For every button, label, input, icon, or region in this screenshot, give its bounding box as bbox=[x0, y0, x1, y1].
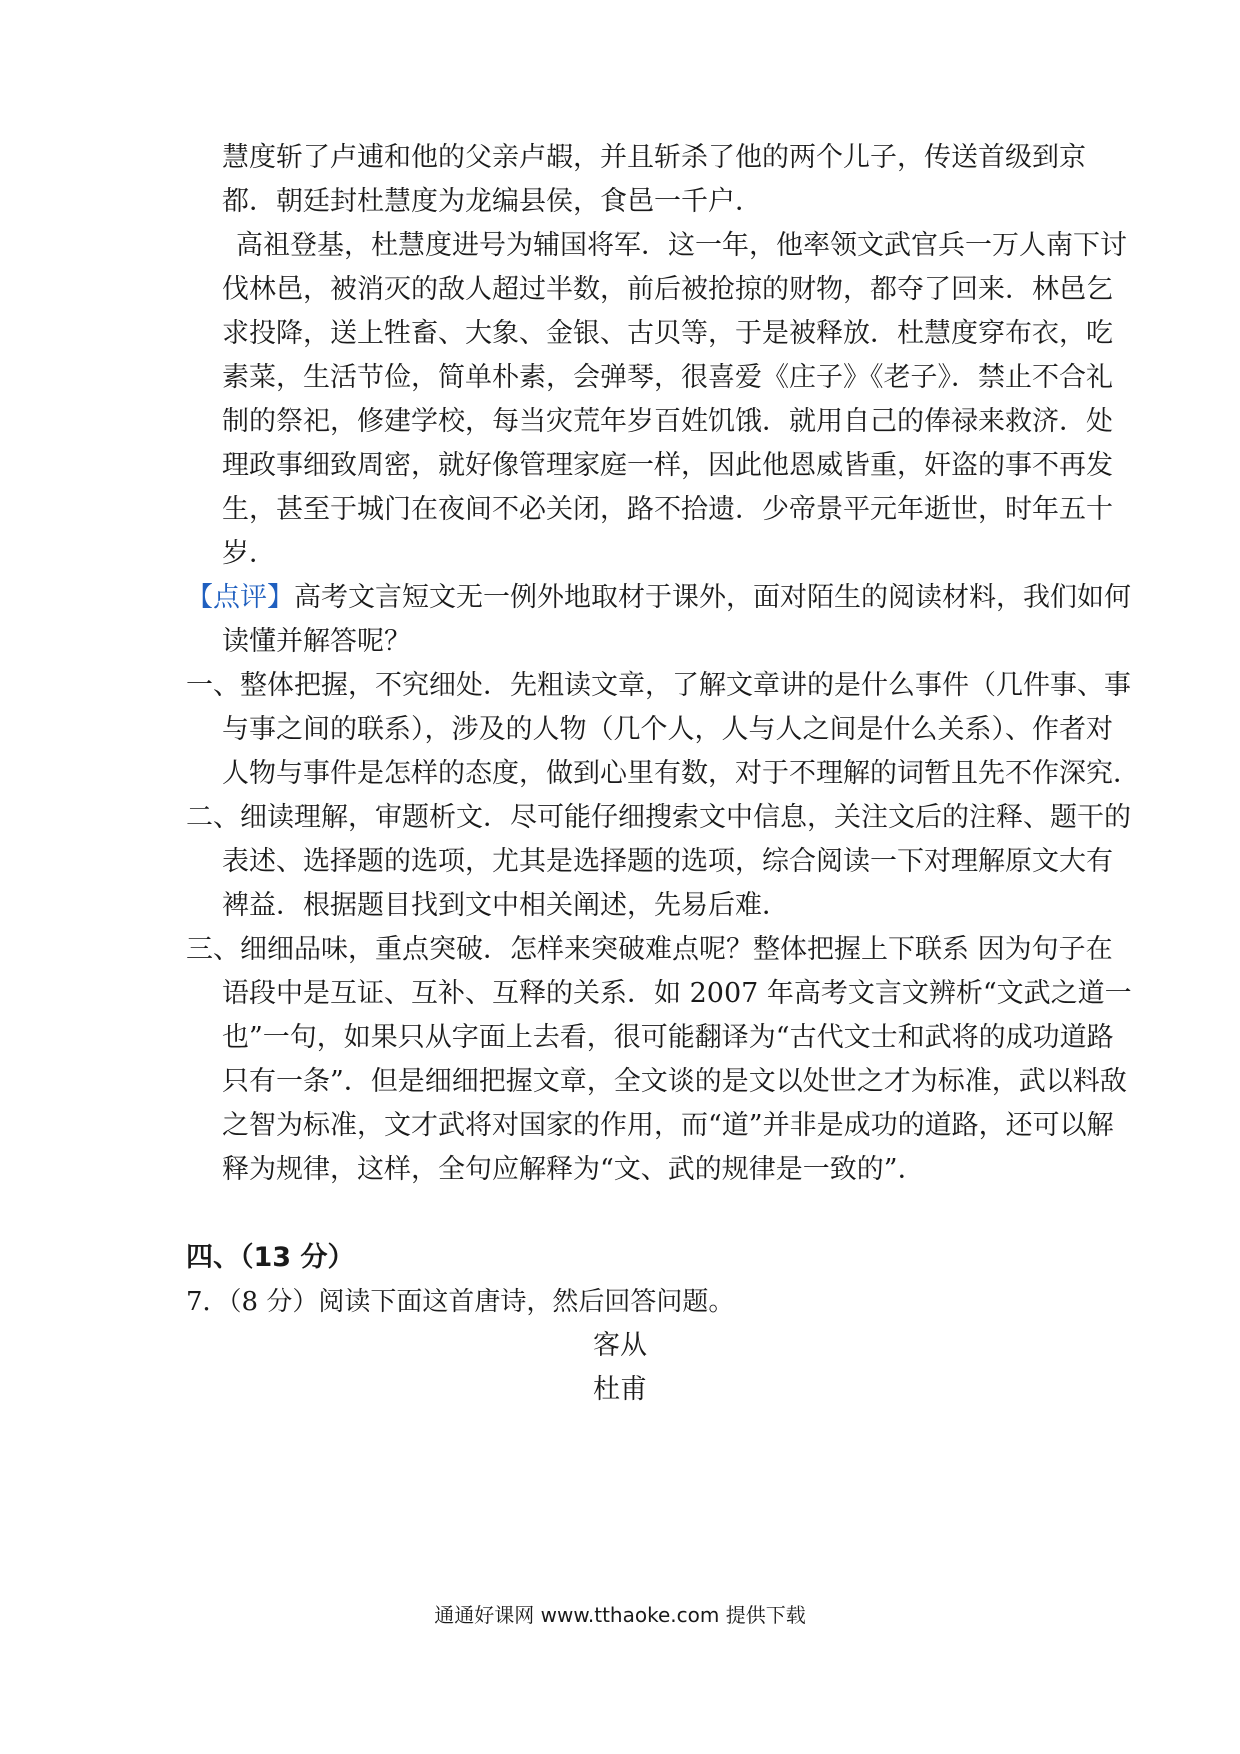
point-line: 三、细细品味，重点突破．怎样来突破难点呢？整体把握上下联系 因为句子在 bbox=[186, 934, 1113, 965]
comment-tag: 【点评】 bbox=[186, 582, 294, 613]
text-line: 求投降，送上牲畜、大象、金银、古贝等，于是被释放．杜慧度穿布衣，吃 bbox=[222, 318, 1113, 349]
comment-text: 高考文言短文无一例外地取材于课外，面对陌生的阅读材料，我们如何 bbox=[294, 582, 1131, 613]
text-line: 人物与事件是怎样的态度，做到心里有数，对于不理解的词暂且先不作深究． bbox=[222, 758, 1140, 789]
text-line: 也”一句，如果只从字面上去看，很可能翻译为“古代文士和武将的成功道路 bbox=[222, 1022, 1114, 1053]
poem-title: 客从 bbox=[593, 1330, 647, 1361]
text-line: 素菜，生活节俭，简单朴素，会弹琴，很喜爱《庄子》《老子》．禁止不合礼 bbox=[222, 362, 1113, 393]
text-line: 与事之间的联系），涉及的人物（几个人，人与人之间是什么关系）、作者对 bbox=[222, 714, 1113, 745]
text-line: 释为规律，这样，全句应解释为“文、武的规律是一致的”． bbox=[222, 1154, 925, 1185]
text-line: 岁． bbox=[222, 538, 276, 569]
poem-author: 杜甫 bbox=[593, 1374, 647, 1405]
text-line: 语段中是互证、互补、互释的关系．如 2007 年高考文言文辨析“文武之道一 bbox=[222, 978, 1132, 1009]
page-footer: 通通好课网 www.tthaoke.com 提供下载 bbox=[434, 1603, 806, 1627]
point-line: 一、整体把握，不究细处．先粗读文章，了解文章讲的是什么事件（几件事、事 bbox=[186, 670, 1131, 701]
text-line: 生，甚至于城门在夜间不必关闭，路不拾遗．少帝景平元年逝世，时年五十 bbox=[222, 494, 1113, 525]
text-line: 表述、选择题的选项，尤其是选择题的选项，综合阅读一下对理解原文大有 bbox=[222, 846, 1113, 877]
text-line: 慧度斩了卢逋和他的父亲卢嘏，并且斩杀了他的两个儿子，传送首级到京 bbox=[222, 142, 1086, 173]
comment-line bbox=[186, 578, 1131, 618]
point-line: 二、细读理解，审题析文．尽可能仔细搜索文中信息，关注文后的注释、题干的 bbox=[186, 802, 1131, 833]
text-line: 读懂并解答呢？ bbox=[222, 626, 411, 657]
text-line: 制的祭祀，修建学校，每当灾荒年岁百姓饥饿．就用自己的俸禄来救济．处 bbox=[222, 406, 1113, 437]
text-line: 都．朝廷封杜慧度为龙编县侯，食邑一千户． bbox=[222, 186, 762, 217]
section-title: 四、（13 分） bbox=[186, 1242, 355, 1273]
text-line: 裨益．根据题目找到文中相关阐述，先易后难． bbox=[222, 890, 789, 921]
text-line: 伐林邑，被消灭的敌人超过半数，前后被抢掠的财物，都夺了回来．林邑乞 bbox=[222, 274, 1113, 305]
text-line: 理政事细致周密，就好像管理家庭一样，因此他恩威皆重，奸盗的事不再发 bbox=[222, 450, 1113, 481]
text-line: 之智为标准，文才武将对国家的作用，而“道”并非是成功的道路，还可以解 bbox=[222, 1110, 1114, 1141]
text-line: 只有一条”．但是细细把握文章，全文谈的是文以处世之才为标准，武以料敌 bbox=[222, 1066, 1127, 1097]
text-line: 高祖登基，杜慧度进号为辅国将军．这一年，他率领文武官兵一万人南下讨 bbox=[236, 230, 1127, 261]
question-text: 7．（8 分）阅读下面这首唐诗，然后回答问题。 bbox=[186, 1287, 735, 1317]
